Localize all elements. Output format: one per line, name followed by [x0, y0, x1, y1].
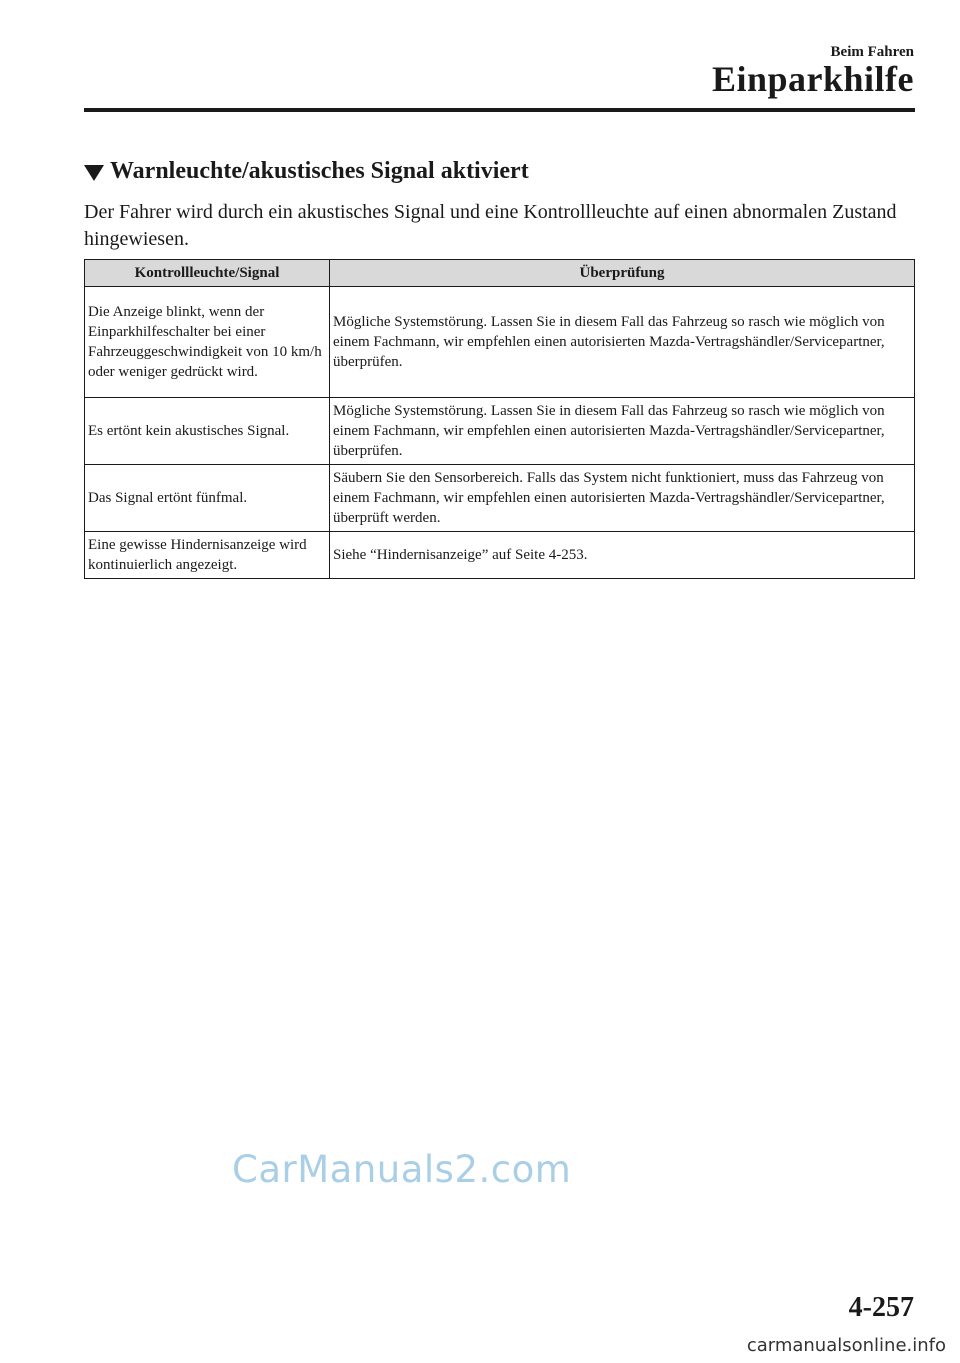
- intro-paragraph: Der Fahrer wird durch ein akustisches Signal und eine Kontrollleuchte auf einen abnormalen Zustand hingewiesen.: [84, 201, 897, 250]
- condition-cell: Das Signal ertönt fünfmal.: [85, 465, 330, 532]
- condition-cell: Eine gewisse Hindernisanzeige wird kontinuierlich angezeigt.: [85, 532, 330, 579]
- check-cell: Mögliche Systemstörung. Lassen Sie in diesem Fall das Fahrzeug so rasch wie möglich von einem Fachmann, wir empfehlen einen autorisierten Mazda-Vertragshändler/Servicepartner, überprüfen.: [330, 398, 915, 465]
- check-cell: Mögliche Systemstörung. Lassen Sie in diesem Fall das Fahrzeug so rasch wie möglich von einem Fachmann, wir empfehlen einen autorisierten Mazda-Vertragshändler/Servicepartner, überprüfen.: [330, 287, 915, 398]
- check-table: [84, 259, 915, 579]
- page-title: Einparkhilfe: [711, 59, 914, 99]
- header-section-label: Beim Fahren: [830, 44, 914, 60]
- check-cell: Siehe “Hindernisanzeige” auf Seite 4-253.: [330, 532, 915, 579]
- table-row: [85, 465, 915, 532]
- header-divider: [84, 108, 915, 112]
- column-header-check: Überprüfung: [330, 260, 915, 287]
- section-heading: [84, 158, 529, 185]
- watermark-text: CarManuals2.com: [232, 1148, 572, 1191]
- page-number: 4-257: [848, 1292, 914, 1323]
- table-header-row: [85, 260, 915, 287]
- footer-site-link[interactable]: carmanualsonline.info: [746, 1335, 946, 1356]
- condition-cell: Die Anzeige blinkt, wenn der Einparkhilfeschalter bei einer Fahrzeuggeschwindigkeit von 10 km/h oder weniger gedrückt wird.: [85, 287, 330, 398]
- table-row: [85, 532, 915, 579]
- table-row: [85, 398, 915, 465]
- condition-cell: Es ertönt kein akustisches Signal.: [85, 398, 330, 465]
- section-heading-text: Warnleuchte/akustisches Signal aktiviert: [110, 158, 529, 184]
- column-header-signal: Kontrollleuchte/Signal: [85, 260, 330, 287]
- check-cell: Säubern Sie den Sensorbereich. Falls das System nicht funktioniert, muss das Fahrzeug von einem Fachmann, wir empfehlen einen autorisierten Mazda-Vertragshändler/Servicepartner, überprüft werden.: [330, 465, 915, 532]
- triangle-down-icon: [84, 165, 104, 181]
- table-row: [85, 287, 915, 398]
